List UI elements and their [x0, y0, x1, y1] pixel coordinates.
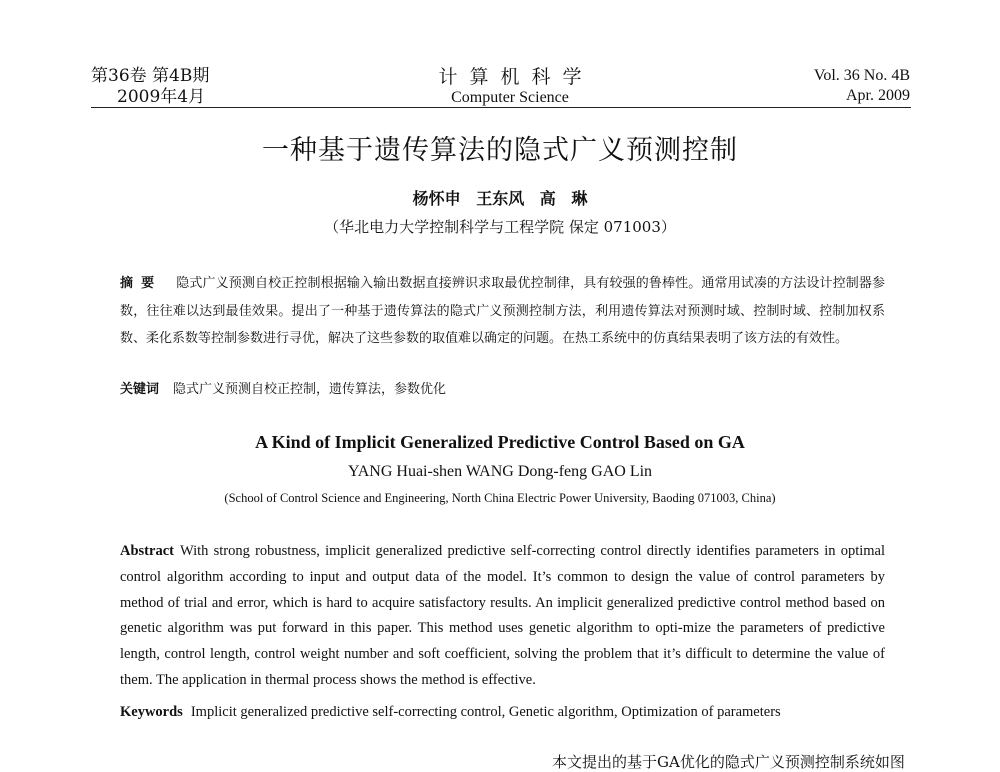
journal-name-en: Computer Science [451, 89, 569, 106]
abstract-cn-label: 摘要 [120, 276, 163, 291]
keywords-cn [120, 380, 885, 400]
publication-date-en: Apr. 2009 [846, 87, 910, 104]
abstract-cn [120, 270, 885, 353]
affiliation-cn: （华北电力大学控制科学与工程学院 保定 071003） [324, 218, 676, 236]
abstract-en [120, 539, 885, 694]
journal-name [400, 66, 620, 108]
paper-title-cn: 一种基于遗传算法的隐式广义预测控制 [262, 135, 738, 166]
keywords-cn-text: 隐式广义预测自校正控制，遗传算法，参数优化 [173, 382, 447, 397]
publication-date-cn: 2009年4月 [117, 87, 206, 107]
volume-issue: 第36卷 第4B期 [91, 66, 210, 86]
abstract-en-label: Abstract [120, 543, 174, 559]
abstract-en-text: With strong robustness, implicit generalized predictive self-correcting control directly identifies parameters in optimal control algorithm according to input and output data of the model. It’s common to design the value of control parameters by method of trial and error, which is hard to acquire satisfactory results. An implicit generalized predictive control method based on genetic algorithm was put forward in this paper. This method uses genetic algorithm to opti-mize the parameters of predictive length, control length, control weight number and soft coefficient, solving the problem that it’s difficult to determine the value of them. The application in thermal process shows the method is effective. [120, 543, 885, 688]
header-rule [91, 107, 911, 108]
keywords-cn-label: 关键词 [120, 382, 160, 397]
body-text-cutoff: 本文提出的基于GA优化的隐式广义预测控制系统如图 [552, 753, 905, 771]
journal-volume-info-en [814, 66, 910, 106]
volume-issue-en: Vol. 36 No. 4B [813, 67, 910, 84]
abstract-cn-text: 隐式广义预测自校正控制根据输入输出数据直接辨识求取最优控制律，具有较强的鲁棒性。通常用试凑的方法设计控制器参数，往往难以达到最佳效果。提出了一种基于遗传算法的隐式广义预测控制方法，利用遗传算法对预测时域、控制时域、控制加权系数、柔化系数等控制参数进行寻优，解决了这些参数的取值难以确定的问题。在热工系统中的仿真结果表明了该方法的有效性。 [120, 276, 885, 346]
affiliation-en: (School of Control Science and Engineering, North China Electric Power University, Baoding 071003, China) [224, 491, 776, 505]
paper-title-en: A Kind of Implicit Generalized Predictive Control Based on GA [255, 432, 745, 452]
authors-en: YANG Huai-shen WANG Dong-feng GAO Lin [347, 463, 653, 480]
journal-volume-info [91, 66, 209, 108]
keywords-en-label: Keywords [120, 704, 183, 720]
authors-cn: 杨怀申 王东风 高 琳 [412, 189, 588, 208]
journal-name-cn: 计算机科学 [438, 66, 594, 88]
keywords-en [120, 701, 885, 723]
keywords-en-text: Implicit generalized predictive self-correcting control, Genetic algorithm, Optimization of parameters [190, 704, 781, 720]
